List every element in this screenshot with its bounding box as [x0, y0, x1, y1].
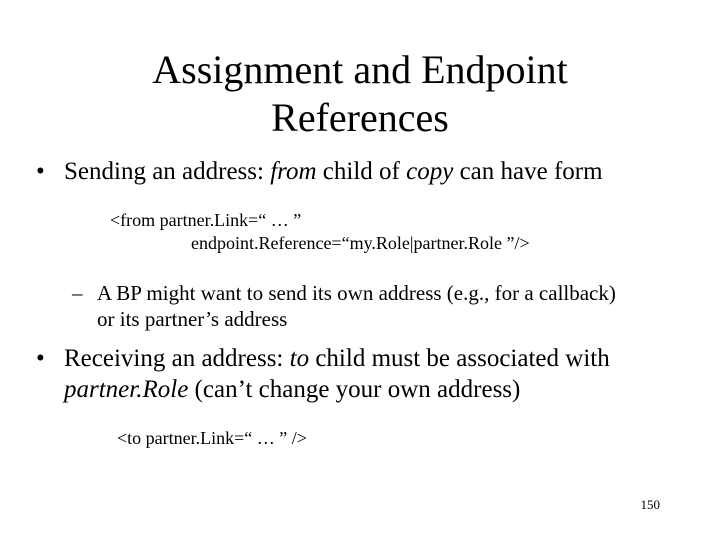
bullet-sending-address — [36, 156, 603, 187]
code-to-line: <to partner.Link=“ … ” /> — [117, 428, 307, 448]
slide-title — [60, 46, 660, 142]
bullet-emphasis-to: to — [289, 345, 310, 372]
bullet-emphasis-copy: copy — [406, 158, 454, 185]
bullet-marker: • — [36, 345, 45, 372]
bullet-text: Sending an address: — [64, 158, 271, 185]
bullet-text: child of — [316, 158, 407, 185]
bullet-text: (can’t change your own address) — [188, 376, 521, 403]
bullet-receiving-address — [36, 343, 610, 405]
title-line-1: Assignment and Endpoint — [152, 47, 568, 92]
code-from-line-1: <from partner.Link=“ … ” — [110, 210, 302, 230]
sub-bullet-marker: – — [72, 281, 83, 305]
title-line-2: References — [271, 95, 449, 140]
page-number: 150 — [640, 497, 660, 512]
bullet-text: child must be associated with — [309, 345, 610, 372]
bullet-marker: • — [36, 158, 45, 185]
bullet-emphasis-partner-role: partner.Role — [64, 376, 189, 403]
sub-bullet-line-1: A BP might want to send its own address (e.g., for a callback) — [97, 281, 616, 305]
bullet-emphasis-from: from — [270, 158, 317, 185]
sub-bullet-line-2: or its partner’s address — [97, 307, 288, 331]
code-from-line-2: endpoint.Reference=“my.Role|partner.Role ”/> — [191, 233, 530, 253]
sub-bullet-own-address — [72, 280, 616, 332]
bullet-text: can have form — [453, 158, 603, 185]
bullet-text: Receiving an address: — [64, 345, 290, 372]
